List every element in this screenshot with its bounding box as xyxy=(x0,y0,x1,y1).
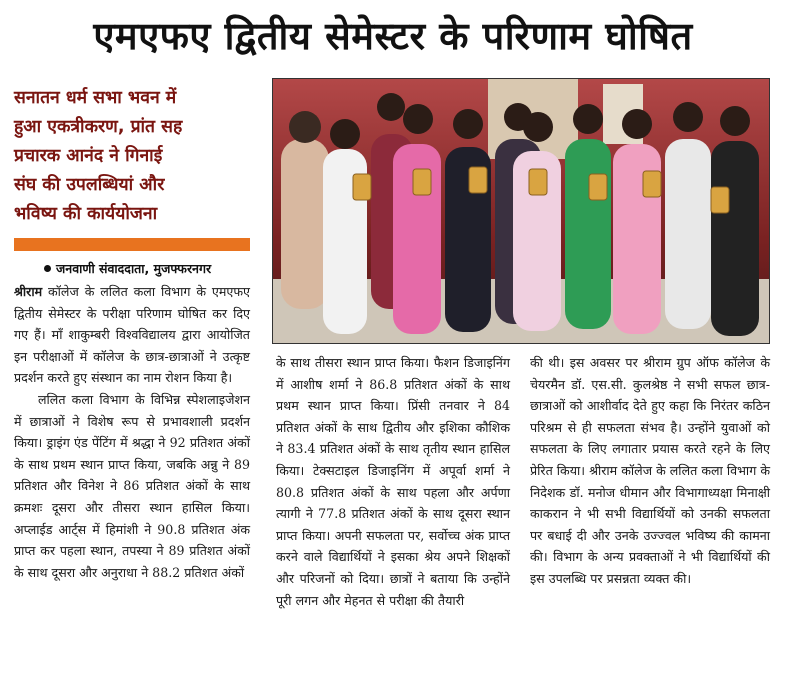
subheadline-line: सनातन धर्म सभा भवन में xyxy=(14,88,177,108)
subheadline-line: संघ की उपलब्धियां और xyxy=(14,175,165,195)
article-column-1 xyxy=(14,281,250,583)
divider-bar xyxy=(14,238,250,251)
bullet-icon xyxy=(44,265,51,272)
article-paragraph: ललित कला विभाग के विभिन्न स्पेशलाइजेशन में छात्राओं ने विशेष रूप से प्रभावशाली प्रदर्शन किया। ड्राइंग एंड पेंटिंग में श्रद्धा ने 92 प्रतिशत अंकों के साथ प्रथम स्थान प्राप्त किया, जबकि अन्नु ने 89 प्रतिशत और विनेश ने 86 प्रतिशत अंकों के साथ क्रमशः दूसरा और तीसरा स्थान हासिल किया। अप्लाईड आर्ट्स में हिमांशी ने 90.8 प्रतिशत अंक प्राप्त कर पहला स्थान, तपस्या ने 89 प्रतिशत अंकों के साथ दूसरा और अनुराधा ने 88.2 प्रतिशत अंकों xyxy=(14,391,250,580)
headline-area xyxy=(0,0,786,72)
subheadline-line: हुआ एकत्रीकरण, प्रांत सह xyxy=(14,117,183,137)
article-paragraph: के साथ तीसरा स्थान प्राप्त किया। फैशन डिजाइनिंग में आशीष शर्मा ने 86.8 प्रतिशत अंकों के साथ प्रथम स्थान प्राप्त किया। प्रिंसी तनवार ने 84 प्रतिशत अंकों के साथ द्वितीय और इशिका कौशिक ने 83.4 प्रतिशत अंकों के साथ तृतीय स्थान हासिल किया। टेक्सटाइल डिजाइनिंग में अपूर्वा शर्मा ने 80.8 प्रतिशत अंकों के साथ पहला और अर्पणा त्यागी ने 77.8 प्रतिशत अंकों के साथ दूसरा स्थान प्राप्त किया। अपनी सफलता पर, सर्वोच्च अंक प्राप्त करने वाले विद्यार्थियों ने इसका श्रेय अपने शिक्षकों और परिजनों को दिया। छात्रों ने बताया कि उन्होंने पूरी लगन और मेहनत से परीक्षा की तैयारी xyxy=(276,355,510,608)
byline-text: जनवाणी संवाददाता, मुजफ्फरनगर xyxy=(56,261,212,276)
article-paragraph xyxy=(14,281,250,389)
headline: एमएफए द्वितीय सेमेस्टर के परिणाम घोषित xyxy=(93,14,693,58)
subheadline-line: प्रचारक आनंद ने गिनाई xyxy=(14,146,163,166)
byline xyxy=(44,260,211,277)
article-paragraph: की थी। इस अवसर पर श्रीराम ग्रुप ऑफ कॉलेज के चेयरमैन डॉ. एस.सी. कुलश्रेष्ठ ने सभी सफल छात्र-छात्राओं को आशीर्वाद देते हुए कहा कि निरंतर कठिन परिश्रम से ही सफलता संभव है। उन्होंने युवाओं को सफलता के लिए लगातार प्रयास करते रहने के लिए प्रेरित किया। श्रीराम कॉलेज के ललित कला विभाग के निदेशक डॉ. मनोज धीमान और विभागाध्यक्षा मिनाक्षी काकरान ने भी सभी विद्यार्थियों को उनकी सफलता पर बधाई दी और उनके उज्ज्वल भविष्य की कामना की। विभाग के अन्य प्रवक्ताओं ने भी विद्यार्थियों की इस उपलब्धि पर प्रसन्नता व्यक्त की। xyxy=(530,355,770,586)
article-column-2 xyxy=(276,352,510,611)
subheadline-line: भविष्य की कार्ययोजना xyxy=(14,204,158,224)
lead-word: श्रीराम xyxy=(14,284,43,299)
subheadline xyxy=(14,84,262,229)
article-column-3 xyxy=(530,352,770,590)
group-photo-illustration xyxy=(273,79,770,344)
article-text: कॉलेज के ललित कला विभाग के एमएफए द्वितीय सेमेस्टर के परीक्षा परिणाम घोषित कर दिए गए हैं। माँ शाकुम्बरी विश्वविद्यालय द्वारा आयोजित इन परीक्षाओं में कॉलेज के छात्र-छात्राओं ने उत्कृष्ट प्रदर्शन करते हुए संस्थान का नाम रोशन किया है। xyxy=(14,284,250,386)
group-photo xyxy=(272,78,770,344)
